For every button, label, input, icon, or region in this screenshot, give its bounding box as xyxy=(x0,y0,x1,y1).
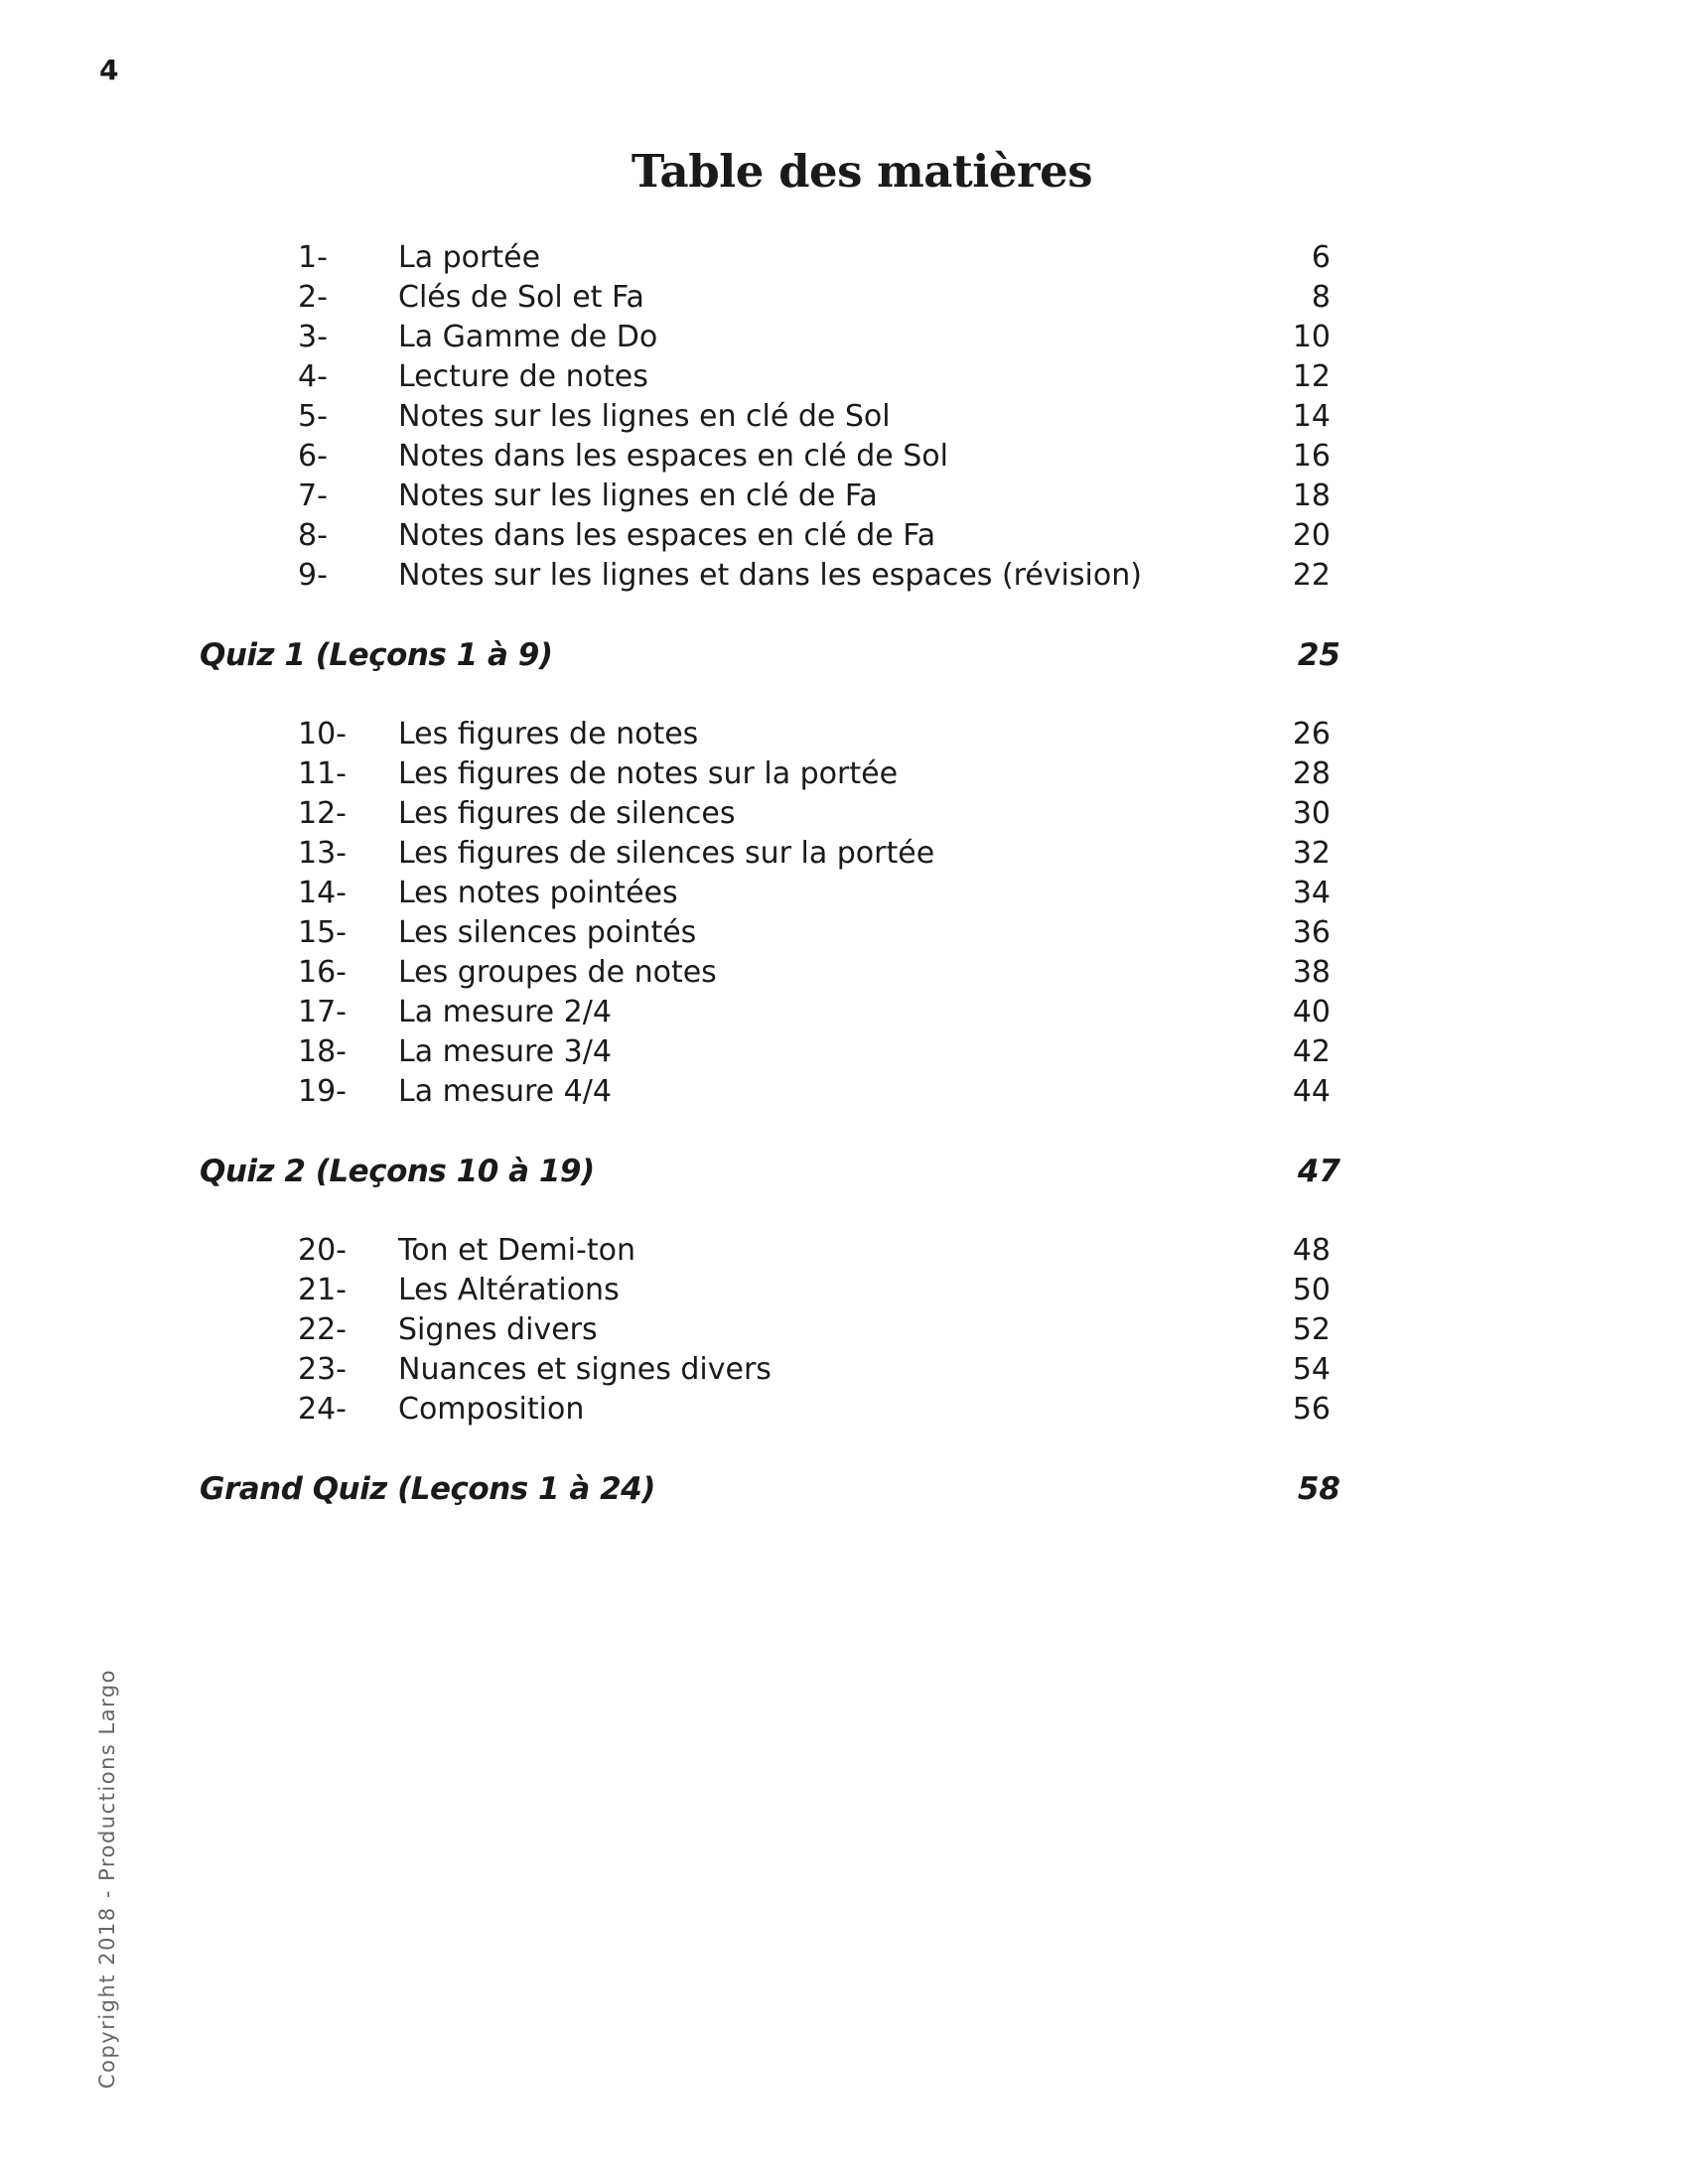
toc-entry-number: 16- xyxy=(298,955,347,990)
toc-entry-page: 44 xyxy=(1292,1074,1331,1109)
toc-entry xyxy=(0,357,1688,397)
toc-entry-page: 34 xyxy=(1292,876,1331,910)
toc-entry-number: 1- xyxy=(298,240,328,275)
toc-entry-title: Nuances et signes divers xyxy=(398,1352,772,1387)
toc-entry-number: 8- xyxy=(298,518,328,553)
toc-entry-title: Notes sur les lignes en clé de Fa xyxy=(398,478,878,513)
toc-entry-title: La portée xyxy=(398,240,541,275)
toc-entry-number: 13- xyxy=(298,836,347,871)
toc-entry-page: 26 xyxy=(1292,717,1331,751)
toc-entry-number: 3- xyxy=(298,320,328,354)
toc-entry-title: La Gamme de Do xyxy=(398,320,658,354)
toc-entry-page: 16 xyxy=(1292,439,1331,474)
toc-quiz-page: 25 xyxy=(1297,637,1340,673)
toc-entry-page: 38 xyxy=(1292,955,1331,990)
toc-entry-number: 21- xyxy=(298,1273,347,1307)
toc-entry-number: 19- xyxy=(298,1074,347,1109)
toc-entry xyxy=(0,397,1688,437)
toc-entry xyxy=(0,477,1688,516)
toc-entry-number: 14- xyxy=(298,876,347,910)
toc-entry-title: Notes sur les lignes en clé de Sol xyxy=(398,399,891,434)
toc-entry xyxy=(0,754,1688,794)
toc-quiz-title: Quiz 1 (Leçons 1 à 9) xyxy=(200,637,553,673)
toc-entry-number: 24- xyxy=(298,1392,347,1427)
toc-entry xyxy=(0,556,1688,596)
toc-entry-title: Signes divers xyxy=(398,1312,598,1347)
toc-entry-title: La mesure 2/4 xyxy=(398,995,612,1029)
toc-quiz-title: Grand Quiz (Leçons 1 à 24) xyxy=(200,1471,655,1507)
toc-quiz-page: 47 xyxy=(1297,1154,1340,1189)
toc-entry-title: Composition xyxy=(398,1392,585,1427)
toc-entry-page: 30 xyxy=(1292,796,1331,831)
toc-entry xyxy=(0,953,1688,993)
toc-entry xyxy=(0,1310,1688,1350)
toc-entry-title: La mesure 4/4 xyxy=(398,1074,612,1109)
toc-entry-number: 5- xyxy=(298,399,328,434)
page-number: 4 xyxy=(99,54,119,86)
toc-entry-page: 8 xyxy=(1311,280,1331,315)
toc-entry-page: 22 xyxy=(1292,558,1331,593)
toc-entry-title: Notes dans les espaces en clé de Fa xyxy=(398,518,936,553)
toc-quiz-page: 58 xyxy=(1297,1471,1340,1507)
toc-entry xyxy=(0,1072,1688,1112)
toc-entry-number: 4- xyxy=(298,359,328,394)
toc-entry xyxy=(0,715,1688,754)
toc-quiz-title: Quiz 2 (Leçons 10 à 19) xyxy=(200,1154,595,1189)
toc-entry-number: 11- xyxy=(298,756,347,791)
toc-entry-title: La mesure 3/4 xyxy=(398,1034,612,1069)
toc-entry-page: 20 xyxy=(1292,518,1331,553)
toc-entry-number: 18- xyxy=(298,1034,347,1069)
toc-entry-page: 14 xyxy=(1292,399,1331,434)
toc-entry-page: 18 xyxy=(1292,478,1331,513)
toc-entry-number: 17- xyxy=(298,995,347,1029)
toc-entry-number: 22- xyxy=(298,1312,347,1347)
toc-entry-page: 28 xyxy=(1292,756,1331,791)
toc-entry-title: Les figures de notes sur la portée xyxy=(398,756,899,791)
toc-entry-title: Les figures de notes xyxy=(398,717,699,751)
toc-entry-number: 23- xyxy=(298,1352,347,1387)
toc-entry-title: Les figures de silences sur la portée xyxy=(398,836,935,871)
toc-entry-page: 10 xyxy=(1292,320,1331,354)
page-title xyxy=(0,145,1688,198)
toc-entry-page: 42 xyxy=(1292,1034,1331,1069)
toc-entry-title: Les notes pointées xyxy=(398,876,678,910)
toc-entry-page: 12 xyxy=(1292,359,1331,394)
toc-entry-title: Clés de Sol et Fa xyxy=(398,280,644,315)
toc-entry-page: 48 xyxy=(1292,1233,1331,1268)
toc-entry xyxy=(0,834,1688,874)
toc-entry-page: 32 xyxy=(1292,836,1331,871)
toc-entry-page: 50 xyxy=(1292,1273,1331,1307)
toc-quiz-entry xyxy=(0,1152,1688,1191)
toc-entry xyxy=(0,993,1688,1032)
toc-entry-page: 40 xyxy=(1292,995,1331,1029)
page-title-text: Table des matières xyxy=(631,145,1093,198)
toc-entry-page: 56 xyxy=(1292,1392,1331,1427)
toc-entry-page: 54 xyxy=(1292,1352,1331,1387)
toc-entry xyxy=(0,1350,1688,1390)
table-of-contents xyxy=(0,238,1688,1549)
toc-entry xyxy=(0,1390,1688,1430)
toc-entry xyxy=(0,437,1688,477)
toc-entry-title: Lecture de notes xyxy=(398,359,648,394)
toc-entry-number: 2- xyxy=(298,280,328,315)
toc-quiz-entry xyxy=(0,1469,1688,1509)
toc-entry xyxy=(0,318,1688,357)
toc-entry-page: 6 xyxy=(1311,240,1331,275)
toc-entry-page: 36 xyxy=(1292,915,1331,950)
toc-entry-number: 20- xyxy=(298,1233,347,1268)
toc-entry-title: Notes sur les lignes et dans les espaces (révision) xyxy=(398,558,1142,593)
toc-entry xyxy=(0,516,1688,556)
toc-entry-number: 7- xyxy=(298,478,328,513)
toc-entry-number: 12- xyxy=(298,796,347,831)
toc-entry xyxy=(0,1231,1688,1271)
toc-entry-title: Les groupes de notes xyxy=(398,955,717,990)
toc-entry-title: Les silences pointés xyxy=(398,915,697,950)
toc-entry-title: Notes dans les espaces en clé de Sol xyxy=(398,439,948,474)
toc-entry-number: 9- xyxy=(298,558,328,593)
toc-entry xyxy=(0,278,1688,318)
toc-entry xyxy=(0,1271,1688,1310)
toc-entry xyxy=(0,874,1688,913)
toc-entry xyxy=(0,794,1688,834)
toc-entry-title: Les figures de silences xyxy=(398,796,736,831)
toc-entry xyxy=(0,1032,1688,1072)
toc-quiz-entry xyxy=(0,635,1688,675)
toc-entry xyxy=(0,238,1688,278)
toc-entry-title: Ton et Demi-ton xyxy=(398,1233,635,1268)
toc-entry-number: 15- xyxy=(298,915,347,950)
toc-entry-number: 10- xyxy=(298,717,347,751)
copyright-notice: Copyright 2018 - Productions Largo xyxy=(95,1668,119,2089)
toc-entry-number: 6- xyxy=(298,439,328,474)
toc-entry-title: Les Altérations xyxy=(398,1273,620,1307)
toc-entry xyxy=(0,913,1688,953)
toc-entry-page: 52 xyxy=(1292,1312,1331,1347)
